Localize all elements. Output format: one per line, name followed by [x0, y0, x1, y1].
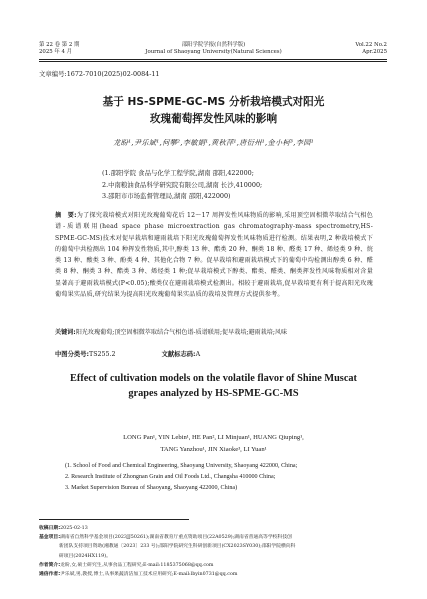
fund-text-1: 湖南省自然科学基金项目(2023JJ50261);湖南省教育厅重点资助项目(22A0529);湖南省普通高等学校科技创: [60, 535, 292, 541]
footnote-author: [39, 561, 391, 570]
header-vol-no: Vol.22 No.2: [355, 42, 387, 48]
keywords-text: 阳光玫瑰葡萄;顶空固相微萃取结合气相色谱-质谱联用;促早栽培;避雨栽培;风味: [75, 329, 288, 336]
keywords-chinese: [55, 327, 373, 338]
header-volume-issue: 第 22 卷 第 2 期: [39, 42, 80, 48]
authors-en-line1: LONG Pan¹, YIN Lebin¹, HE Pan², LI Minjuan¹, HUANG Qiuping¹,: [123, 434, 304, 441]
title-english: [0, 372, 427, 401]
title-zh-line2: 玫瑰葡萄挥发性风味的影响: [149, 113, 278, 125]
affiliation-zh-1: (1.邵阳学院 食品与化学工程学院,湖南 邵阳,422000;: [102, 169, 254, 177]
doc-code-label: 文献标志码:: [161, 351, 196, 358]
header-journal-zh: 邵阳学院学报(自然科学版): [181, 42, 246, 48]
fund-label: 基金项目:: [39, 535, 61, 541]
title-chinese: [0, 94, 427, 128]
footnote-rule: [39, 519, 189, 520]
header-rule-thin: [39, 61, 387, 62]
clc-value: TS255.2: [89, 351, 116, 358]
fund-text-2: 新团队支持项目资助(湘教通〔2023〕233 号);邵阳学院研究生科研创新项目(CX2023SY030);邵阳学院横向科: [59, 544, 296, 550]
authors-en-line2: TANG Yanzhou¹, JIN Xiaoke³, LI Yuan¹: [160, 445, 267, 453]
abstract-chinese: [55, 210, 373, 300]
abstract-label: 摘 要:: [55, 212, 77, 219]
author-bio-label: 作者简介:: [39, 562, 61, 568]
received-label: 收稿日期:: [39, 526, 61, 531]
abstract-text: 为了探究栽培模式对阳光玫瑰葡萄花后 12～17 周挥发性风味物质的影响,采用顶空固相微萃取结合气相色谱-质谱联用(head space phase microextraction gas chromatography-mass spectrometry,HS-SPME-GC-MS)技术对促早栽培和避雨栽培下阳光玫瑰葡萄挥发性风味物质进行检测。结果表明,2 种栽培模式下的葡萄中共检测出 104 种挥发性物质,其中,醇类 13 种、酯类 20 种、酮类 18 种、醛类 17 种、烯烃类 9 种、烷类 13 种、酸类 3 种、酚类 4 种、其他化合物 7 种。促早栽培和避雨栽培模式下的葡萄中均检测出醇类 6 种、醛类 8 种、酮类 3 种、酯类 3 种、烯烃类 1 种;促早栽培模式下醇类、酯类、醛类、酮类挥发性风味物质相对含量显著高于避雨栽培模式(P<0.05);酸类仅在避雨栽培模式检测出。相较于避雨栽培,促早栽培更有利于提高阳光玫瑰葡萄果实品质,研究结果为提高阳光玫瑰葡萄果实品质的栽培及管理方式提供参考。: [55, 212, 374, 299]
affiliation-zh-2: 2.中南粮油食品科学研究院有限公司,湖南 长沙,410000;: [102, 180, 263, 189]
corresponding-text: 尹乐斌,男,教授,博士,从事果蔬清洁加工技术应用研究;E-mail:lbyin0731@qq.com: [60, 572, 238, 578]
header-date: 2025 年 4 月: [39, 49, 73, 55]
article-number: 文章编号:1672-7010(2025)02-0084-11: [39, 70, 160, 78]
affiliation-en-1: (1. School of Food and Chemical Engineering, Shaoyang University, Shaoyang 422000, China;: [65, 463, 298, 469]
fund-text-3: 研项目(2024HX119)。: [59, 553, 111, 559]
affiliation-en-2: 2. Research Institute of Zhongnan Grain and Oil Foods Ltd., Changsha 410000 China;: [65, 474, 276, 480]
author-bio-text: 龙盼,女,硕士研究生,从事食品工程研究;E-mail:1185375068@qq.com: [60, 562, 214, 568]
header-rule: [39, 59, 387, 60]
affiliation-en-3: 3. Market Supervision Bureau of Shaoyang, Shaoyang 422000, China): [65, 485, 238, 491]
affiliations-chinese: [102, 168, 262, 203]
title-en-line2: grapes analyzed by HS-SPME-GC-MS: [128, 387, 299, 399]
keywords-label: 关键词:: [55, 329, 76, 336]
title-en-line1: Effect of cultivation models on the volatile flavor of Shine Muscat: [70, 373, 357, 384]
footnote-corresponding: [39, 570, 391, 579]
corresponding-label: 通信作者:: [39, 572, 61, 578]
running-header-volume-en: [355, 42, 387, 56]
affiliation-zh-3: 3.邵阳市市场监督管理局,湖南 邵阳,422000): [102, 192, 231, 200]
authors-english: [0, 432, 427, 455]
header-journal-en: Journal of Shaoyang University(Natural Sciences): [145, 49, 282, 55]
affiliations-english: [65, 461, 385, 494]
footnotes: [39, 524, 391, 579]
title-zh-line1: 基于 HS-SPME-GC-MS 分析栽培模式对阳光: [102, 96, 325, 108]
doc-code-value: A: [195, 351, 201, 358]
authors-chinese: 龙盼¹,尹乐斌¹,何攀²,李敏娟¹,黄秋萍¹,唐衍州¹,金小柯³,李园¹: [113, 138, 314, 147]
footnote-received: [39, 524, 391, 533]
header-month: Apr.2025: [362, 49, 387, 55]
received-date: 2025-02-13: [60, 526, 88, 531]
classification-line: [55, 349, 200, 358]
clc-label: 中图分类号:: [55, 351, 90, 358]
footnote-fund: [39, 533, 391, 542]
